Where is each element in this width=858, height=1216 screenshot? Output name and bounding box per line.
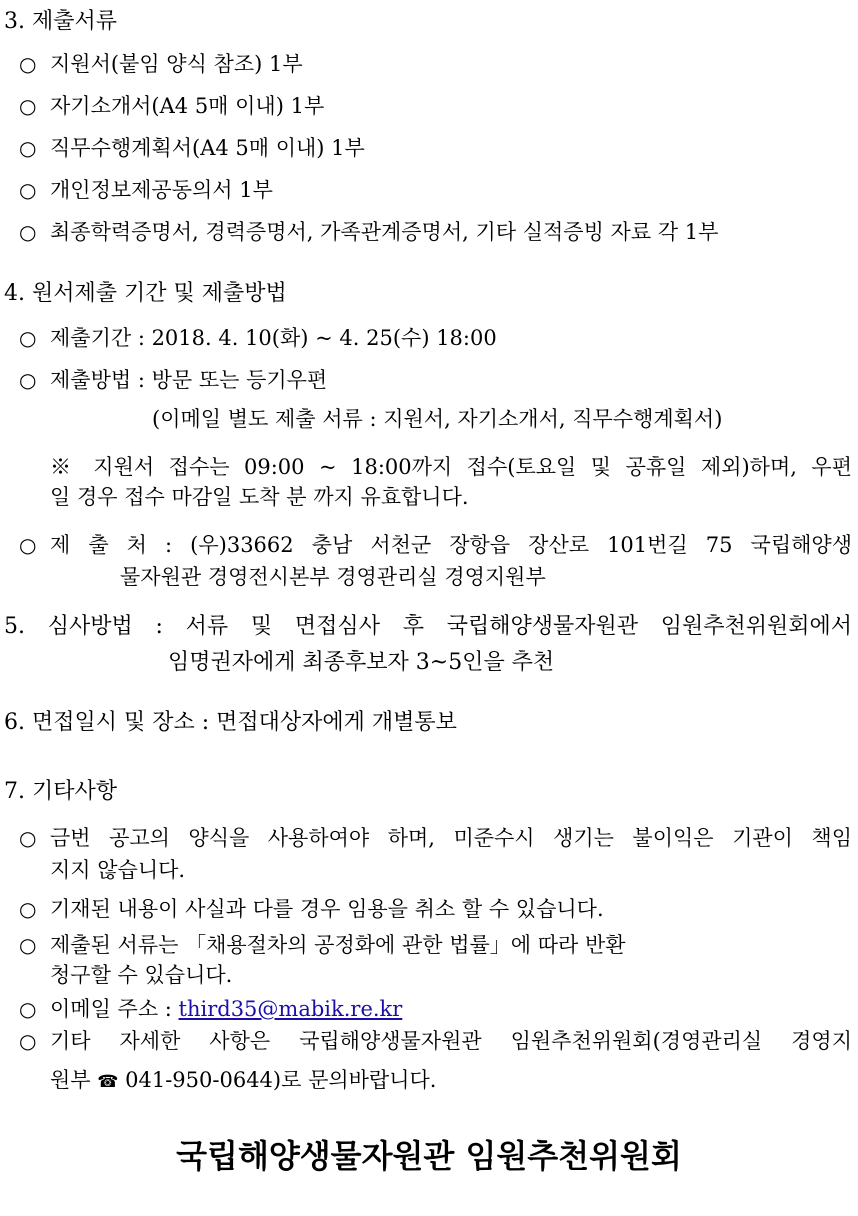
reception-note-line2: 일 경우 접수 마감일 도착 분 까지 유효합니다. <box>50 485 469 509</box>
bullet-icon: ○ <box>19 897 37 921</box>
notice-item-3-line2: 청구할 수 있습니다. <box>50 963 233 987</box>
notice-item-1-line1: 금번 공고의 양식을 사용하여야 하며, 미준수시 생기는 불이익은 기관이 책임 <box>50 826 852 850</box>
list-item: 지원서(붙임 양식 참조) 1부 <box>50 52 303 76</box>
email-label: 이메일 주소 : <box>50 997 179 1021</box>
submission-period: 제출기간 : 2018. 4. 10(화) ~ 4. 25(수) 18:00 <box>50 326 497 350</box>
reception-note <box>50 453 852 481</box>
bullet-icon: ○ <box>19 220 37 244</box>
bullet-icon: ○ <box>19 933 37 957</box>
notice-item-5-pre: 원부 <box>50 1068 98 1092</box>
notice-item-5-line2 <box>50 1066 436 1096</box>
email-address-row <box>50 995 402 1023</box>
list-item: 자기소개서(A4 5매 이내) 1부 <box>50 94 325 118</box>
email-link[interactable]: third35@mabik.re.kr <box>178 997 403 1021</box>
submission-method: 제출방법 : 방문 또는 등기우편 <box>50 368 328 392</box>
section-6-heading: 6. 면접일시 및 장소 : 면접대상자에게 개별통보 <box>4 710 457 735</box>
bullet-icon: ○ <box>19 368 37 392</box>
section-5-heading-line2: 임명권자에게 최종후보자 3~5인을 추천 <box>168 650 555 675</box>
footer-title: 국립해양생물자원관 임원추천위원회 <box>176 1137 682 1175</box>
section-5-heading-line1: 5. 심사방법 : 서류 및 면접심사 후 국립해양생물자원관 임원추천위원회에서 <box>4 614 852 639</box>
submission-address <box>50 531 852 559</box>
reception-note-line1: ※ 지원서 접수는 09:00 ~ 18:00까지 접수(토요일 및 공휴일 제외)하며, 우편 <box>50 455 852 479</box>
notice-item-5-line1: 기타 자세한 사항은 국립해양생물자원관 임원추천위원회(경영관리실 경영지 <box>50 1029 852 1053</box>
bullet-icon: ○ <box>19 178 37 202</box>
section-4-heading: 4. 원서제출 기간 및 제출방법 <box>4 281 287 306</box>
list-item: 직무수행계획서(A4 5매 이내) 1부 <box>50 136 365 160</box>
bullet-icon: ○ <box>19 997 37 1021</box>
section-7-heading: 7. 기타사항 <box>4 779 117 804</box>
bullet-icon: ○ <box>19 533 37 557</box>
notice-item-3-line1: 제출된 서류는 「채용절차의 공정화에 관한 법률」에 따라 반환 <box>50 933 626 957</box>
section-3-heading: 3. 제출서류 <box>4 9 117 34</box>
notice-item-5 <box>50 1027 852 1055</box>
notice-item-1-line2: 지지 않습니다. <box>50 858 186 882</box>
bullet-icon: ○ <box>19 326 37 350</box>
list-item: 개인정보제공동의서 1부 <box>50 178 273 202</box>
submission-address-line1: 제 출 처 : (우)33662 충남 서천군 장항읍 장산로 101번길 75 국립해양생 <box>50 533 852 557</box>
submission-address-line2: 물자원관 경영전시본부 경영관리실 경영지원부 <box>120 565 546 589</box>
bullet-icon: ○ <box>19 1029 37 1053</box>
notice-item-2: 기재된 내용이 사실과 다를 경우 임용을 취소 할 수 있습니다. <box>50 897 604 921</box>
bullet-icon: ○ <box>19 94 37 118</box>
notice-item-5-post: 041-950-0644)로 문의바랍니다. <box>118 1068 437 1092</box>
bullet-icon: ○ <box>19 826 37 850</box>
bullet-icon: ○ <box>19 52 37 76</box>
bullet-icon: ○ <box>19 136 37 160</box>
phone-icon: ☎ <box>97 1072 119 1092</box>
section-5-heading <box>4 613 852 641</box>
notice-item-1 <box>50 824 852 852</box>
list-item: 최종학력증명서, 경력증명서, 가족관계증명서, 기타 실적증빙 자료 각 1부 <box>50 220 719 244</box>
email-documents-note: (이메일 별도 제출 서류 : 지원서, 자기소개서, 직무수행계획서) <box>152 407 723 431</box>
